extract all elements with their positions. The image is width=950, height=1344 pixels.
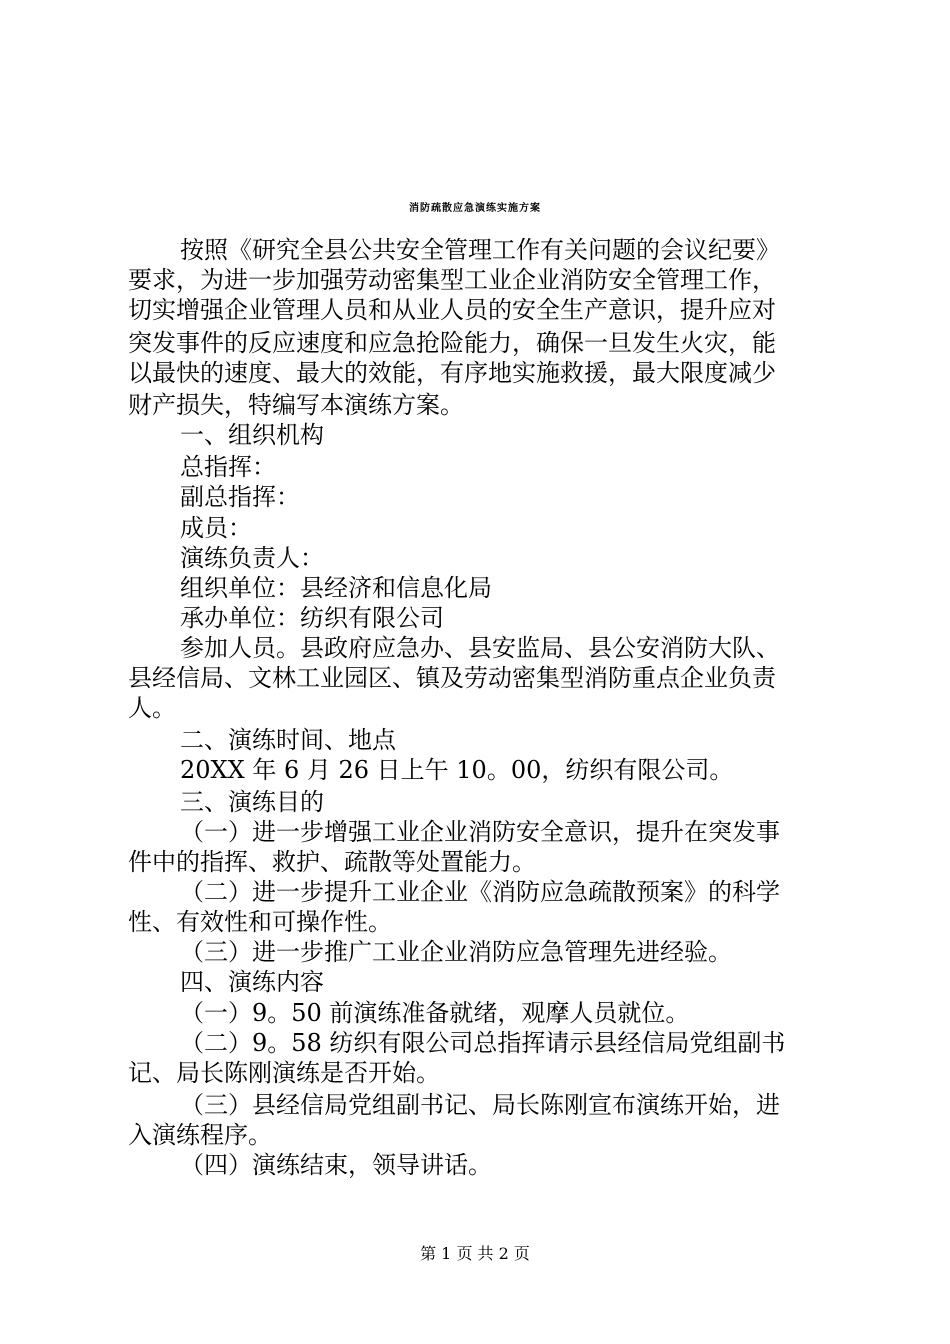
section-heading: 四、演练内容 xyxy=(180,968,324,996)
body-line: （一）进一步增强工业企业消防安全意识，提升在突发事 xyxy=(180,818,780,846)
section-heading: 三、演练目的 xyxy=(180,788,324,816)
body-line: 切实增强企业管理人员和从业人员的安全生产意识，提升应对 xyxy=(128,296,776,324)
body-line: （三）进一步推广工业企业消防应急管理先进经验。 xyxy=(180,938,732,966)
body-line: 以最快的速度、最大的效能，有序地实施救援，最大限度减少 xyxy=(128,359,776,387)
section-heading: 二、演练时间、地点 xyxy=(180,726,396,754)
body-line: 记、局长陈刚演练是否开始。 xyxy=(128,1059,440,1087)
body-line: 财产损失，特编写本演练方案。 xyxy=(128,391,464,419)
body-line: 按照《研究全县公共安全管理工作有关问题的会议纪要》 xyxy=(180,236,780,264)
body-line: （一）9。50 前演练准备就绪，观摩人员就位。 xyxy=(180,999,690,1027)
body-line: 总指挥： xyxy=(180,453,276,481)
body-line: 人。 xyxy=(128,694,176,722)
body-line: 组织单位：县经济和信息化局 xyxy=(180,574,492,602)
body-line: 性、有效性和可操作性。 xyxy=(128,908,392,936)
section-heading: 一、组织机构 xyxy=(180,421,324,449)
body-line: （三）县经信局党组副书记、局长陈刚宣布演练开始，进 xyxy=(180,1091,780,1119)
body-line: 参加人员。县政府应急办、县安监局、县公安消防大队、 xyxy=(180,634,780,662)
body-line: 20XX 年 6 月 26 日上午 10。00，纺织有限公司。 xyxy=(180,756,734,784)
body-line: 演练负责人： xyxy=(180,544,324,572)
body-line: 件中的指挥、救护、疏散等处置能力。 xyxy=(128,848,536,876)
document-title: 消防疏散应急演练实施方案 xyxy=(409,203,541,214)
body-line: 入演练程序。 xyxy=(128,1121,272,1149)
body-line: （二）9。58 纺织有限公司总指挥请示县经信局党组副书 xyxy=(180,1029,786,1057)
body-line: 突发事件的反应速度和应急抢险能力，确保一旦发生火灾，能 xyxy=(128,329,776,357)
body-line: 副总指挥： xyxy=(180,483,300,511)
page-footer: 第 1 页 共 2 页 xyxy=(420,1244,530,1263)
body-line: 承办单位：纺织有限公司 xyxy=(180,604,444,632)
body-line: 县经信局、文林工业园区、镇及劳动密集型消防重点企业负责 xyxy=(128,664,776,692)
body-line: 成员： xyxy=(180,514,252,542)
body-line: （二）进一步提升工业企业《消防应急疏散预案》的科学 xyxy=(180,878,780,906)
body-line: 要求，为进一步加强劳动密集型工业企业消防安全管理工作， xyxy=(128,266,776,294)
body-line: （四）演练结束，领导讲话。 xyxy=(180,1151,492,1179)
